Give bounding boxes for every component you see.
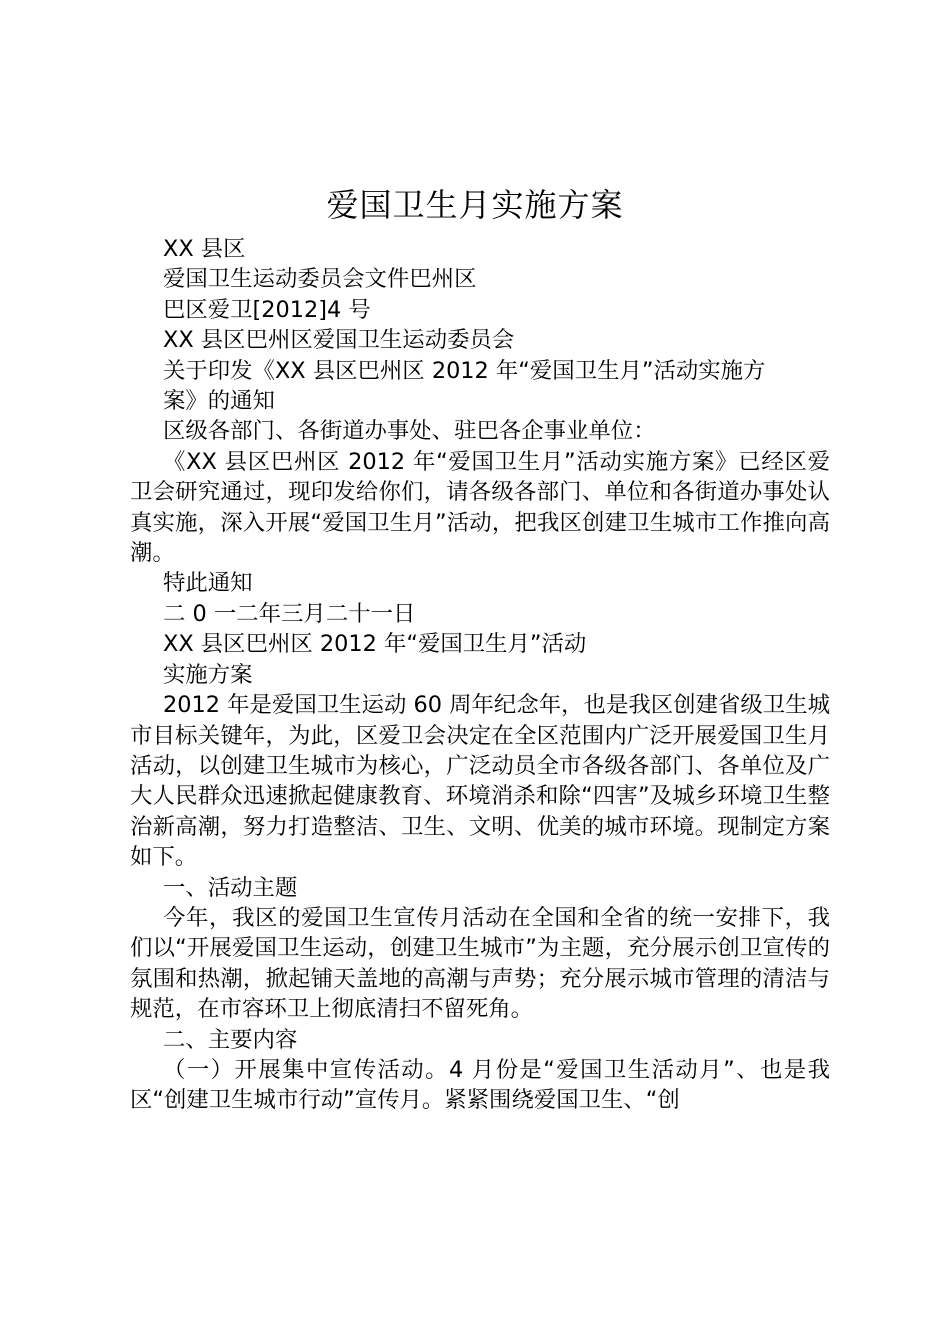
paragraph-notice-title: 关于印发《XX 县区巴州区 2012 年“爱国卫生月”活动实施方 — [163, 357, 766, 384]
paragraph-addressees: 区级各部门、各街道办事处、驻巴各企事业单位： — [163, 418, 656, 445]
paragraph-county: XX 县区 — [163, 236, 246, 262]
section-heading-theme: 一、活动主题 — [163, 874, 298, 901]
paragraph-closing: 特此通知 — [163, 570, 253, 597]
paragraph-plan-title: XX 县区巴州区 2012 年“爱国卫生月”活动 — [163, 631, 587, 658]
paragraph-content-1: （一）开展集中宣传活动。4 月份是“爱国卫生活动月”、也是我区“创建卫生城市行动”宣传月。紧紧围绕爱国卫生、“创 — [130, 1056, 830, 1114]
paragraph-issuing-committee: 爱国卫生运动委员会文件巴州区 — [163, 266, 477, 293]
paragraph-document-number: 巴区爱卫[2012]4 号 — [163, 296, 371, 323]
paragraph-theme: 今年，我区的爱国卫生宣传月活动在全国和全省的统一安排下，我们以“开展爱国卫生运动，创建卫生城市”为主题，充分展示创卫宣传的氛围和热潮，掀起铺天盖地的高潮与声势；充分展示城市管理的清洁与规范，在市容环卫上彻底清扫不留死角。 — [130, 904, 830, 1023]
paragraph-date: 二 0 一二年三月二十一日 — [163, 600, 416, 627]
section-heading-content: 二、主要内容 — [163, 1026, 298, 1053]
document-body — [130, 234, 830, 1116]
paragraph-plan-subtitle: 实施方案 — [163, 661, 253, 688]
document-title: 爱国卫生月实施方案 — [326, 186, 624, 224]
paragraph-notice-title-end: 案》的通知 — [163, 388, 275, 415]
paragraph-committee-name: XX 县区巴州区爱国卫生运动委员会 — [163, 327, 515, 354]
paragraph-introduction: 2012 年是爱国卫生运动 60 周年纪念年，也是我区创建省级卫生城市目标关键年，为此，区爱卫会决定在全区范围内广泛开展爱国卫生月活动，以创建卫生城市为核心，广泛动员全市各级各部门、各单位及广大人民群众迅速掀起健康教育、环境消杀和除“四害”及城乡环境卫生整治新高潮，努力打造整洁、卫生、文明、优美的城市环境。现制定方案如下。 — [130, 692, 830, 871]
paragraph-notice-body: 《XX 县区巴州区 2012 年“爱国卫生月”活动实施方案》已经区爱卫会研究通过，现印发给你们，请各级各部门、单位和各街道办事处认真实施，深入开展“爱国卫生月”活动，把我区创建卫生城市工作推向高潮。 — [130, 448, 830, 567]
